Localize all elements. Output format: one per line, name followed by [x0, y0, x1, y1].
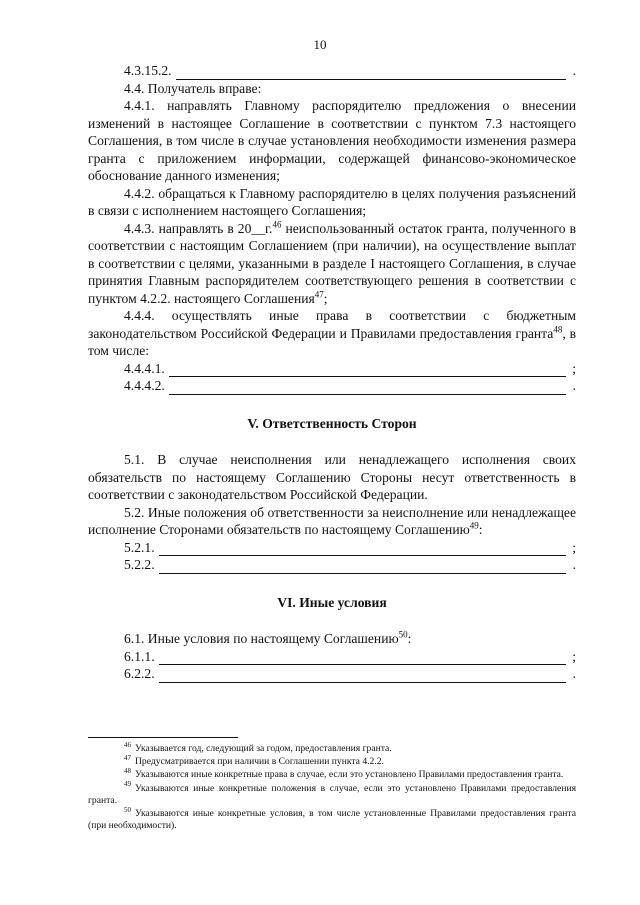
blank-line-4-4-4-1	[124, 360, 576, 378]
footnote-separator	[88, 737, 238, 738]
clause-number: 6.2.2.	[124, 666, 155, 681]
footnote-text: Указываются иные конкретные права в случае, если это установлено Правилами предоставления гранта.	[135, 769, 564, 781]
footnote-text: Указывается год, следующий за годом, предоставления гранта.	[135, 743, 392, 754]
blank-line-4-3-15-2	[124, 62, 576, 80]
clause-4-4-2: 4.4.2. обращаться к Главному распорядителю в целях получения разъяснений в связи с исполнением настоящего Соглашения;	[88, 185, 576, 218]
footnotes	[88, 737, 576, 833]
clause-text: 4.4.4. осуществлять иные права в соответствии с бюджетным законодательством Российской Федерации и Правилами предоставления гранта	[88, 308, 576, 341]
footnote-ref-48[interactable]: 48	[553, 323, 563, 334]
clause-4-4: 4.4. Получатель вправе:	[124, 80, 262, 96]
fill-in-rule	[169, 381, 566, 395]
clause-4-4-3	[88, 220, 576, 308]
footnote-text: Указываются иные конкретные условия, в том числе установленные Правилами предоставления гранта (при необходимости).	[88, 808, 576, 832]
fill-in-rule	[176, 66, 566, 80]
clause-text: :	[478, 522, 483, 537]
footnote-47	[88, 756, 576, 768]
section-heading-vi: VI. Иные условия	[277, 594, 387, 610]
line-end-punct: ;	[572, 360, 576, 376]
footnote-46	[88, 740, 576, 755]
clause-number: 6.1.1.	[124, 648, 155, 664]
footnote-ref-50[interactable]: 50	[398, 629, 408, 640]
blank-line-5-2-1	[124, 539, 576, 557]
clause-number: 5.2.1.	[124, 539, 155, 555]
fill-in-rule	[159, 669, 566, 683]
line-end-punct: .	[572, 63, 576, 78]
line-end-punct: .	[572, 378, 576, 393]
clause-text: неиспользованный остаток гранта, полученного в соответствии с настоящим Соглашением (при наличии), на осуществление выплат в соответствии с целями, указанными в разделе I настоящего Соглашения, в случае принятия Главным распорядителем соответствующего решения в соответствии с пунктом 4.2.2. настоящего Соглашения	[88, 220, 576, 306]
line-end-punct: ;	[572, 539, 576, 555]
footnote-text: Предусматривается при наличии в Соглашении пункта 4.2.2.	[135, 756, 384, 768]
clause-text: ;	[323, 290, 328, 306]
clause-text: :	[407, 631, 412, 646]
footnote-number: 50	[124, 805, 131, 814]
footnote-text: Указываются иные конкретные положения в случае, если это установлено Правилами предоставления гранта.	[88, 782, 576, 806]
section-heading-v: V. Ответственность Сторон	[247, 415, 417, 431]
fill-in-rule	[159, 651, 566, 665]
blank-line-4-4-4-2	[124, 377, 576, 395]
clause-text: 4.4.3. направлять в 20__г.	[124, 220, 273, 236]
clause-4-4-4	[88, 307, 576, 360]
clause-4-4-1: 4.4.1. направлять Главному распорядителю предложения о внесении изменений в настоящее Соглашение в соответствии с пунктом 7.3 настоящего Соглашения, в том числе в случае установления необходимости изменения размера гранта с приложением информации, содержащей финансово-экономическое обоснование данного изменения;	[88, 98, 576, 183]
fill-in-rule	[159, 542, 566, 556]
line-end-punct: .	[572, 557, 576, 572]
blank-line-6-2-2	[124, 665, 576, 683]
clause-5-1: 5.1. В случае неисполнения или ненадлежащего исполнения своих обязательств по настоящему Соглашению Стороны несут ответственность в соответствии с законодательством Российской Федерации.	[88, 452, 576, 502]
footnote-number: 48	[124, 767, 131, 776]
line-end-punct: .	[572, 666, 576, 681]
clause-number: 4.4.4.1.	[124, 360, 165, 376]
document-body	[88, 62, 576, 683]
fill-in-rule	[159, 560, 566, 574]
footnote-ref-46[interactable]: 46	[272, 218, 282, 229]
footnote-number: 49	[124, 780, 131, 789]
footnote-ref-47[interactable]: 47	[314, 288, 324, 299]
clause-text: 6.1. Иные условия по настоящему Соглашению	[124, 631, 399, 646]
footnote-50	[88, 805, 576, 832]
page-number: 10	[313, 37, 327, 52]
clause-text: 5.2. Иные положения об ответственности за неисполнение или ненадлежащее исполнение Сторонами обязательств по настоящему Соглашению	[88, 504, 576, 537]
clause-5-2	[88, 504, 576, 539]
fill-in-rule	[169, 363, 566, 377]
clause-number: 4.4.4.2.	[124, 378, 165, 393]
clause-text: , в том числе:	[88, 325, 576, 358]
footnote-number: 47	[124, 754, 131, 763]
footnote-49	[88, 780, 576, 807]
footnote-48	[88, 769, 576, 781]
clause-number: 5.2.2.	[124, 557, 155, 572]
footnote-ref-49[interactable]: 49	[469, 520, 479, 531]
footnote-number: 46	[124, 740, 131, 749]
clause-6-1	[88, 630, 576, 648]
clause-number: 4.3.15.2.	[124, 63, 172, 78]
line-end-punct: ;	[572, 648, 576, 664]
blank-line-5-2-2	[124, 556, 576, 574]
blank-line-6-1-1	[124, 648, 576, 666]
